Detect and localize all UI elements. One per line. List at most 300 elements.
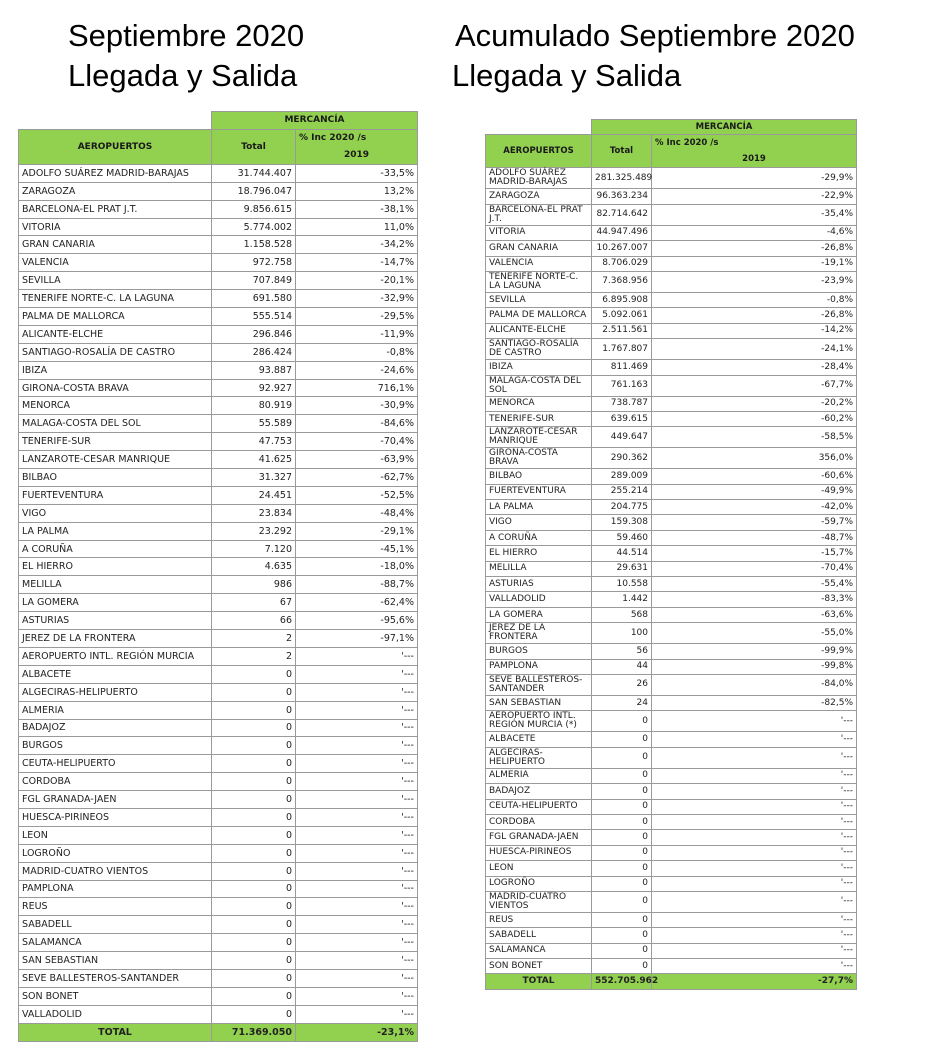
total-value: 7.120	[212, 540, 296, 558]
pct-change: -60,6%	[652, 469, 857, 484]
airport-name: LOGROÑO	[486, 876, 592, 891]
header-blank	[486, 120, 592, 135]
airport-name: CEUTA-HELIPUERTO	[19, 755, 212, 773]
pct-change: -29,9%	[652, 168, 857, 189]
airport-name: ZARAGOZA	[486, 189, 592, 204]
airport-name: SEVE BALLESTEROS-SANTANDER	[486, 674, 592, 695]
total-value: 204.775	[592, 500, 652, 515]
table-row	[19, 701, 418, 719]
airport-name: ASTURIAS	[19, 612, 212, 630]
total-value: 24.451	[212, 486, 296, 504]
table-row	[486, 959, 857, 974]
total-value: 59.460	[592, 530, 652, 545]
airport-name: BADAJOZ	[19, 719, 212, 737]
table-row	[19, 934, 418, 952]
total-value: 41.625	[212, 451, 296, 469]
pct-change: '---	[296, 969, 418, 987]
pct-change: -83,3%	[652, 592, 857, 607]
pct-change: -24,6%	[296, 361, 418, 379]
airport-name: SANTIAGO-ROSALÍA DE CASTRO	[486, 339, 592, 360]
airport-name: GIRONA-COSTA BRAVA	[486, 448, 592, 469]
total-value: 0	[212, 791, 296, 809]
pct-change: -63,6%	[652, 607, 857, 622]
pct-change: '---	[652, 876, 857, 891]
table-row	[486, 659, 857, 674]
airport-name: AEROPUERTO INTL. REGIÓN MURCIA (*)	[486, 711, 592, 732]
airport-name: SEVILLA	[19, 272, 212, 290]
table-row	[19, 952, 418, 970]
airport-name: MALAGA-COSTA DEL SOL	[486, 375, 592, 396]
airport-name: FGL GRANADA-JAEN	[19, 791, 212, 809]
total-value: 290.362	[592, 448, 652, 469]
table-row	[486, 592, 857, 607]
airport-name: SON BONET	[486, 959, 592, 974]
pct-change: '---	[296, 1005, 418, 1023]
pct-change: -28,4%	[652, 360, 857, 375]
pct-change: -67,7%	[652, 375, 857, 396]
table-row	[486, 845, 857, 860]
total-value: 0	[592, 959, 652, 974]
table-row	[486, 411, 857, 426]
table-row	[486, 292, 857, 307]
total-value: 10.267.007	[592, 241, 652, 256]
total-value: 5.774.002	[212, 218, 296, 236]
table-row	[19, 200, 418, 218]
total-value: 0	[212, 665, 296, 683]
table-row	[19, 451, 418, 469]
total-value: 0	[592, 747, 652, 768]
pct-change: -14,7%	[296, 254, 418, 272]
airport-name: MELILLA	[486, 561, 592, 576]
table-row	[19, 433, 418, 451]
airport-name: LEON	[486, 861, 592, 876]
table-row	[486, 469, 857, 484]
airport-name: ALICANTE-ELCHE	[19, 325, 212, 343]
total-value: 811.469	[592, 360, 652, 375]
table-row	[486, 256, 857, 271]
total-value: 1.442	[592, 592, 652, 607]
pct-change: '---	[652, 830, 857, 845]
pct-change: -63,9%	[296, 451, 418, 469]
total-value: 0	[592, 830, 652, 845]
header-group-mercancia: MERCANCÍA	[592, 120, 857, 135]
airport-name: SALAMANCA	[486, 943, 592, 958]
total-value: 0	[212, 683, 296, 701]
table-row	[486, 799, 857, 814]
table-row	[19, 522, 418, 540]
pct-change: 13,2%	[296, 182, 418, 200]
table-row	[19, 218, 418, 236]
table-row	[19, 773, 418, 791]
airport-name: MALAGA-COSTA DEL SOL	[19, 415, 212, 433]
pct-change: -84,6%	[296, 415, 418, 433]
total-value: 0	[592, 768, 652, 783]
table-row	[19, 647, 418, 665]
table-row	[486, 695, 857, 710]
airport-name: ALGECIRAS-HELIPUERTO	[486, 747, 592, 768]
pct-change: -30,9%	[296, 397, 418, 415]
airport-name: GIRONA-COSTA BRAVA	[19, 379, 212, 397]
pct-change: -62,4%	[296, 594, 418, 612]
airport-name: LA GOMERA	[19, 594, 212, 612]
total-value: 0	[212, 987, 296, 1005]
total-value: 24	[592, 695, 652, 710]
pct-change: -82,5%	[652, 695, 857, 710]
total-value: 0	[212, 719, 296, 737]
total-value: 18.796.047	[212, 182, 296, 200]
right-title	[452, 16, 855, 96]
airport-name: ALMERIA	[19, 701, 212, 719]
airport-name: VALLADOLID	[486, 592, 592, 607]
airport-name: MELILLA	[19, 576, 212, 594]
airport-name: ZARAGOZA	[19, 182, 212, 200]
total-value: 9.856.615	[212, 200, 296, 218]
header-total: Total	[212, 129, 296, 164]
table-row	[19, 969, 418, 987]
table-row	[19, 594, 418, 612]
pct-change: '---	[296, 719, 418, 737]
table-row	[486, 225, 857, 240]
table-row	[486, 830, 857, 845]
table-row	[486, 546, 857, 561]
total-value: 296.846	[212, 325, 296, 343]
total-pct: -23,1%	[296, 1023, 418, 1041]
table-row	[19, 469, 418, 487]
pct-change: 11,0%	[296, 218, 418, 236]
total-value: 10.558	[592, 577, 652, 592]
pct-change: -70,4%	[296, 433, 418, 451]
airport-name: LA PALMA	[19, 522, 212, 540]
header-inc-bottom: 2019	[296, 147, 418, 165]
airport-name: BADAJOZ	[486, 784, 592, 799]
airport-name: PAMPLONA	[486, 659, 592, 674]
pct-change: '---	[652, 891, 857, 912]
pct-change: -55,0%	[652, 623, 857, 644]
table-row	[486, 912, 857, 927]
total-value: 82.714.642	[592, 204, 652, 225]
pct-change: -42,0%	[652, 500, 857, 515]
airport-name: GRAN CANARIA	[486, 241, 592, 256]
pct-change: -99,9%	[652, 644, 857, 659]
monthly-cargo-table	[18, 111, 418, 1042]
total-value: 0	[592, 912, 652, 927]
total-value: 0	[212, 898, 296, 916]
pct-change: -62,7%	[296, 469, 418, 487]
total-row	[19, 1023, 418, 1041]
total-value: 568	[592, 607, 652, 622]
total-value: 0	[212, 934, 296, 952]
pct-change: -70,4%	[652, 561, 857, 576]
pct-change: -97,1%	[296, 630, 418, 648]
pct-change: -34,2%	[296, 236, 418, 254]
right-title-line2: Llegada y Salida	[452, 58, 682, 93]
airport-name: LANZAROTE-CESAR MANRIQUE	[19, 451, 212, 469]
total-value: 0	[592, 784, 652, 799]
total-value: 23.292	[212, 522, 296, 540]
pct-change: -24,1%	[652, 339, 857, 360]
airport-name: IBIZA	[486, 360, 592, 375]
table-row	[19, 719, 418, 737]
total-value: 0	[212, 737, 296, 755]
airport-name: HUESCA-PIRINEOS	[19, 808, 212, 826]
table-row	[19, 504, 418, 522]
table-row	[486, 943, 857, 958]
airport-name: MENORCA	[19, 397, 212, 415]
total-value: 707.849	[212, 272, 296, 290]
airport-name: VALENCIA	[19, 254, 212, 272]
total-value: 6.895.908	[592, 292, 652, 307]
total-value: 0	[592, 814, 652, 829]
airport-name: BILBAO	[486, 469, 592, 484]
total-value: 761.163	[592, 375, 652, 396]
total-value: 0	[212, 969, 296, 987]
total-value: 0	[592, 861, 652, 876]
airport-name: ALGECIRAS-HELIPUERTO	[19, 683, 212, 701]
pct-change: '---	[652, 784, 857, 799]
total-value: 0	[212, 1005, 296, 1023]
total-value: 0	[592, 891, 652, 912]
airport-name: VALENCIA	[486, 256, 592, 271]
pct-change: -11,9%	[296, 325, 418, 343]
table-row	[19, 486, 418, 504]
total-value: 1.158.528	[212, 236, 296, 254]
pct-change: '---	[652, 799, 857, 814]
total-value: 44.514	[592, 546, 652, 561]
total-value: 0	[212, 952, 296, 970]
pct-change: -58,5%	[652, 427, 857, 448]
accumulated-cargo-table	[485, 119, 857, 990]
pct-change: -23,9%	[652, 271, 857, 292]
table-row	[486, 375, 857, 396]
table-row	[19, 665, 418, 683]
airport-name: TENERIFE NORTE-C. LA LAGUNA	[19, 290, 212, 308]
table-row	[19, 415, 418, 433]
airport-name: TENERIFE-SUR	[486, 411, 592, 426]
total-value: 972.758	[212, 254, 296, 272]
airport-name: TENERIFE NORTE-C. LA LAGUNA	[486, 271, 592, 292]
table-row	[486, 339, 857, 360]
left-title-line2: Llegada y Salida	[68, 58, 298, 93]
total-value: 56	[592, 644, 652, 659]
table-row	[486, 484, 857, 499]
total-value: 289.009	[592, 469, 652, 484]
total-value: 100	[592, 623, 652, 644]
total-value: 0	[592, 799, 652, 814]
header-blank	[19, 112, 212, 130]
header-total: Total	[592, 135, 652, 168]
airport-name: VIGO	[19, 504, 212, 522]
table-row	[19, 844, 418, 862]
table-row	[19, 612, 418, 630]
total-value: 44	[592, 659, 652, 674]
table-row	[486, 784, 857, 799]
airport-name: FGL GRANADA-JAEN	[486, 830, 592, 845]
table-row	[19, 254, 418, 272]
airport-name: SEVE BALLESTEROS-SANTANDER	[19, 969, 212, 987]
total-value: 5.092.061	[592, 308, 652, 323]
pct-change: -49,9%	[652, 484, 857, 499]
airport-name: TENERIFE-SUR	[19, 433, 212, 451]
total-label: TOTAL	[486, 974, 592, 989]
airport-name: ALBACETE	[486, 732, 592, 747]
total-value: 47.753	[212, 433, 296, 451]
airport-name: A CORUÑA	[486, 530, 592, 545]
total-value: 0	[212, 844, 296, 862]
airport-name: HUESCA-PIRINEOS	[486, 845, 592, 860]
pct-change: '---	[296, 665, 418, 683]
airport-name: SABADELL	[486, 928, 592, 943]
table-row	[19, 540, 418, 558]
right-title-line1: Acumulado Septiembre 2020	[455, 18, 855, 53]
total-value: 0	[212, 880, 296, 898]
airport-name: ASTURIAS	[486, 577, 592, 592]
airport-name: EL HIERRO	[486, 546, 592, 561]
pct-change: '---	[296, 755, 418, 773]
pct-change: -26,8%	[652, 241, 857, 256]
total-value: 23.834	[212, 504, 296, 522]
airport-name: REUS	[19, 898, 212, 916]
airport-name: EL HIERRO	[19, 558, 212, 576]
pct-change: '---	[652, 861, 857, 876]
total-value: 31.744.407	[212, 164, 296, 182]
pct-change: -0,8%	[652, 292, 857, 307]
table-row	[486, 241, 857, 256]
table-row	[19, 343, 418, 361]
pct-change: -33,5%	[296, 164, 418, 182]
table-row	[19, 808, 418, 826]
total-value: 738.787	[592, 396, 652, 411]
total-value: 66	[212, 612, 296, 630]
table-row	[486, 271, 857, 292]
airport-name: VITORIA	[486, 225, 592, 240]
airport-name: ALMERIA	[486, 768, 592, 783]
table-row	[486, 623, 857, 644]
header-aeropuertos: AEROPUERTOS	[486, 135, 592, 168]
pct-change: -99,8%	[652, 659, 857, 674]
pct-change: -26,8%	[652, 308, 857, 323]
airport-name: ADOLFO SUÁREZ MADRID-BARAJAS	[486, 168, 592, 189]
table-row	[486, 732, 857, 747]
airport-name: SON BONET	[19, 987, 212, 1005]
table-row	[486, 928, 857, 943]
total-value: 93.887	[212, 361, 296, 379]
airport-name: SEVILLA	[486, 292, 592, 307]
airport-name: ALBACETE	[19, 665, 212, 683]
left-title-line1: Septiembre 2020	[68, 18, 305, 53]
total-value: 0	[212, 755, 296, 773]
table-row	[486, 427, 857, 448]
table-row	[486, 204, 857, 225]
total-value: 29.631	[592, 561, 652, 576]
pct-change: '---	[652, 959, 857, 974]
airport-name: JEREZ DE LA FRONTERA	[486, 623, 592, 644]
pct-change: -35,4%	[652, 204, 857, 225]
total-value: 2.511.561	[592, 323, 652, 338]
airport-name: LA PALMA	[486, 500, 592, 515]
total-value: 0	[212, 773, 296, 791]
pct-change: '---	[652, 711, 857, 732]
total-value: 55.589	[212, 415, 296, 433]
airport-name: PAMPLONA	[19, 880, 212, 898]
pct-change: -88,7%	[296, 576, 418, 594]
table-row	[486, 747, 857, 768]
airport-name: SANTIAGO-ROSALÍA DE CASTRO	[19, 343, 212, 361]
table-row	[486, 577, 857, 592]
pct-change: '---	[652, 943, 857, 958]
table-row	[19, 379, 418, 397]
table-row	[19, 898, 418, 916]
pct-change: -0,8%	[296, 343, 418, 361]
total-value: 0	[212, 826, 296, 844]
table-row	[19, 397, 418, 415]
pct-change: '---	[296, 844, 418, 862]
total-value: 0	[592, 876, 652, 891]
table-row	[486, 448, 857, 469]
table-row	[19, 1005, 418, 1023]
table-row	[486, 500, 857, 515]
pct-change: '---	[296, 647, 418, 665]
left-title	[68, 16, 304, 96]
table-row	[486, 168, 857, 189]
table-row	[19, 737, 418, 755]
airport-name: A CORUÑA	[19, 540, 212, 558]
pct-change: '---	[296, 952, 418, 970]
pct-change: -45,1%	[296, 540, 418, 558]
airport-name: PALMA DE MALLORCA	[486, 308, 592, 323]
total-value: 67	[212, 594, 296, 612]
airport-name: SALAMANCA	[19, 934, 212, 952]
airport-name: BILBAO	[19, 469, 212, 487]
airport-name: BARCELONA-EL PRAT J.T.	[486, 204, 592, 225]
total-value: 7.368.956	[592, 271, 652, 292]
table-row	[486, 814, 857, 829]
airport-name: JEREZ DE LA FRONTERA	[19, 630, 212, 648]
table-row	[486, 396, 857, 411]
pct-change: '---	[296, 826, 418, 844]
airport-name: IBIZA	[19, 361, 212, 379]
pct-change: -52,5%	[296, 486, 418, 504]
pct-change: -48,4%	[296, 504, 418, 522]
table-row	[486, 189, 857, 204]
table-row	[486, 674, 857, 695]
table-row	[19, 880, 418, 898]
total-value: 44.947.496	[592, 225, 652, 240]
pct-change: -4,6%	[652, 225, 857, 240]
pct-change: '---	[296, 934, 418, 952]
total-value: 8.706.029	[592, 256, 652, 271]
airport-name: MENORCA	[486, 396, 592, 411]
total-value: 96.363.234	[592, 189, 652, 204]
airport-name: FUERTEVENTURA	[486, 484, 592, 499]
table-row	[486, 861, 857, 876]
table-row	[19, 755, 418, 773]
header-group-mercancia: MERCANCÍA	[212, 112, 418, 130]
airport-name: VITORIA	[19, 218, 212, 236]
total-value: 0	[592, 845, 652, 860]
pct-change: '---	[296, 862, 418, 880]
total-value: 159.308	[592, 515, 652, 530]
pct-change: '---	[296, 916, 418, 934]
total-value: 80.919	[212, 397, 296, 415]
table-row	[486, 308, 857, 323]
pct-change: -15,7%	[652, 546, 857, 561]
table-row	[486, 891, 857, 912]
pct-change: -32,9%	[296, 290, 418, 308]
pct-change: '---	[296, 987, 418, 1005]
total-value: 1.767.807	[592, 339, 652, 360]
table-row	[486, 323, 857, 338]
airport-name: CEUTA-HELIPUERTO	[486, 799, 592, 814]
